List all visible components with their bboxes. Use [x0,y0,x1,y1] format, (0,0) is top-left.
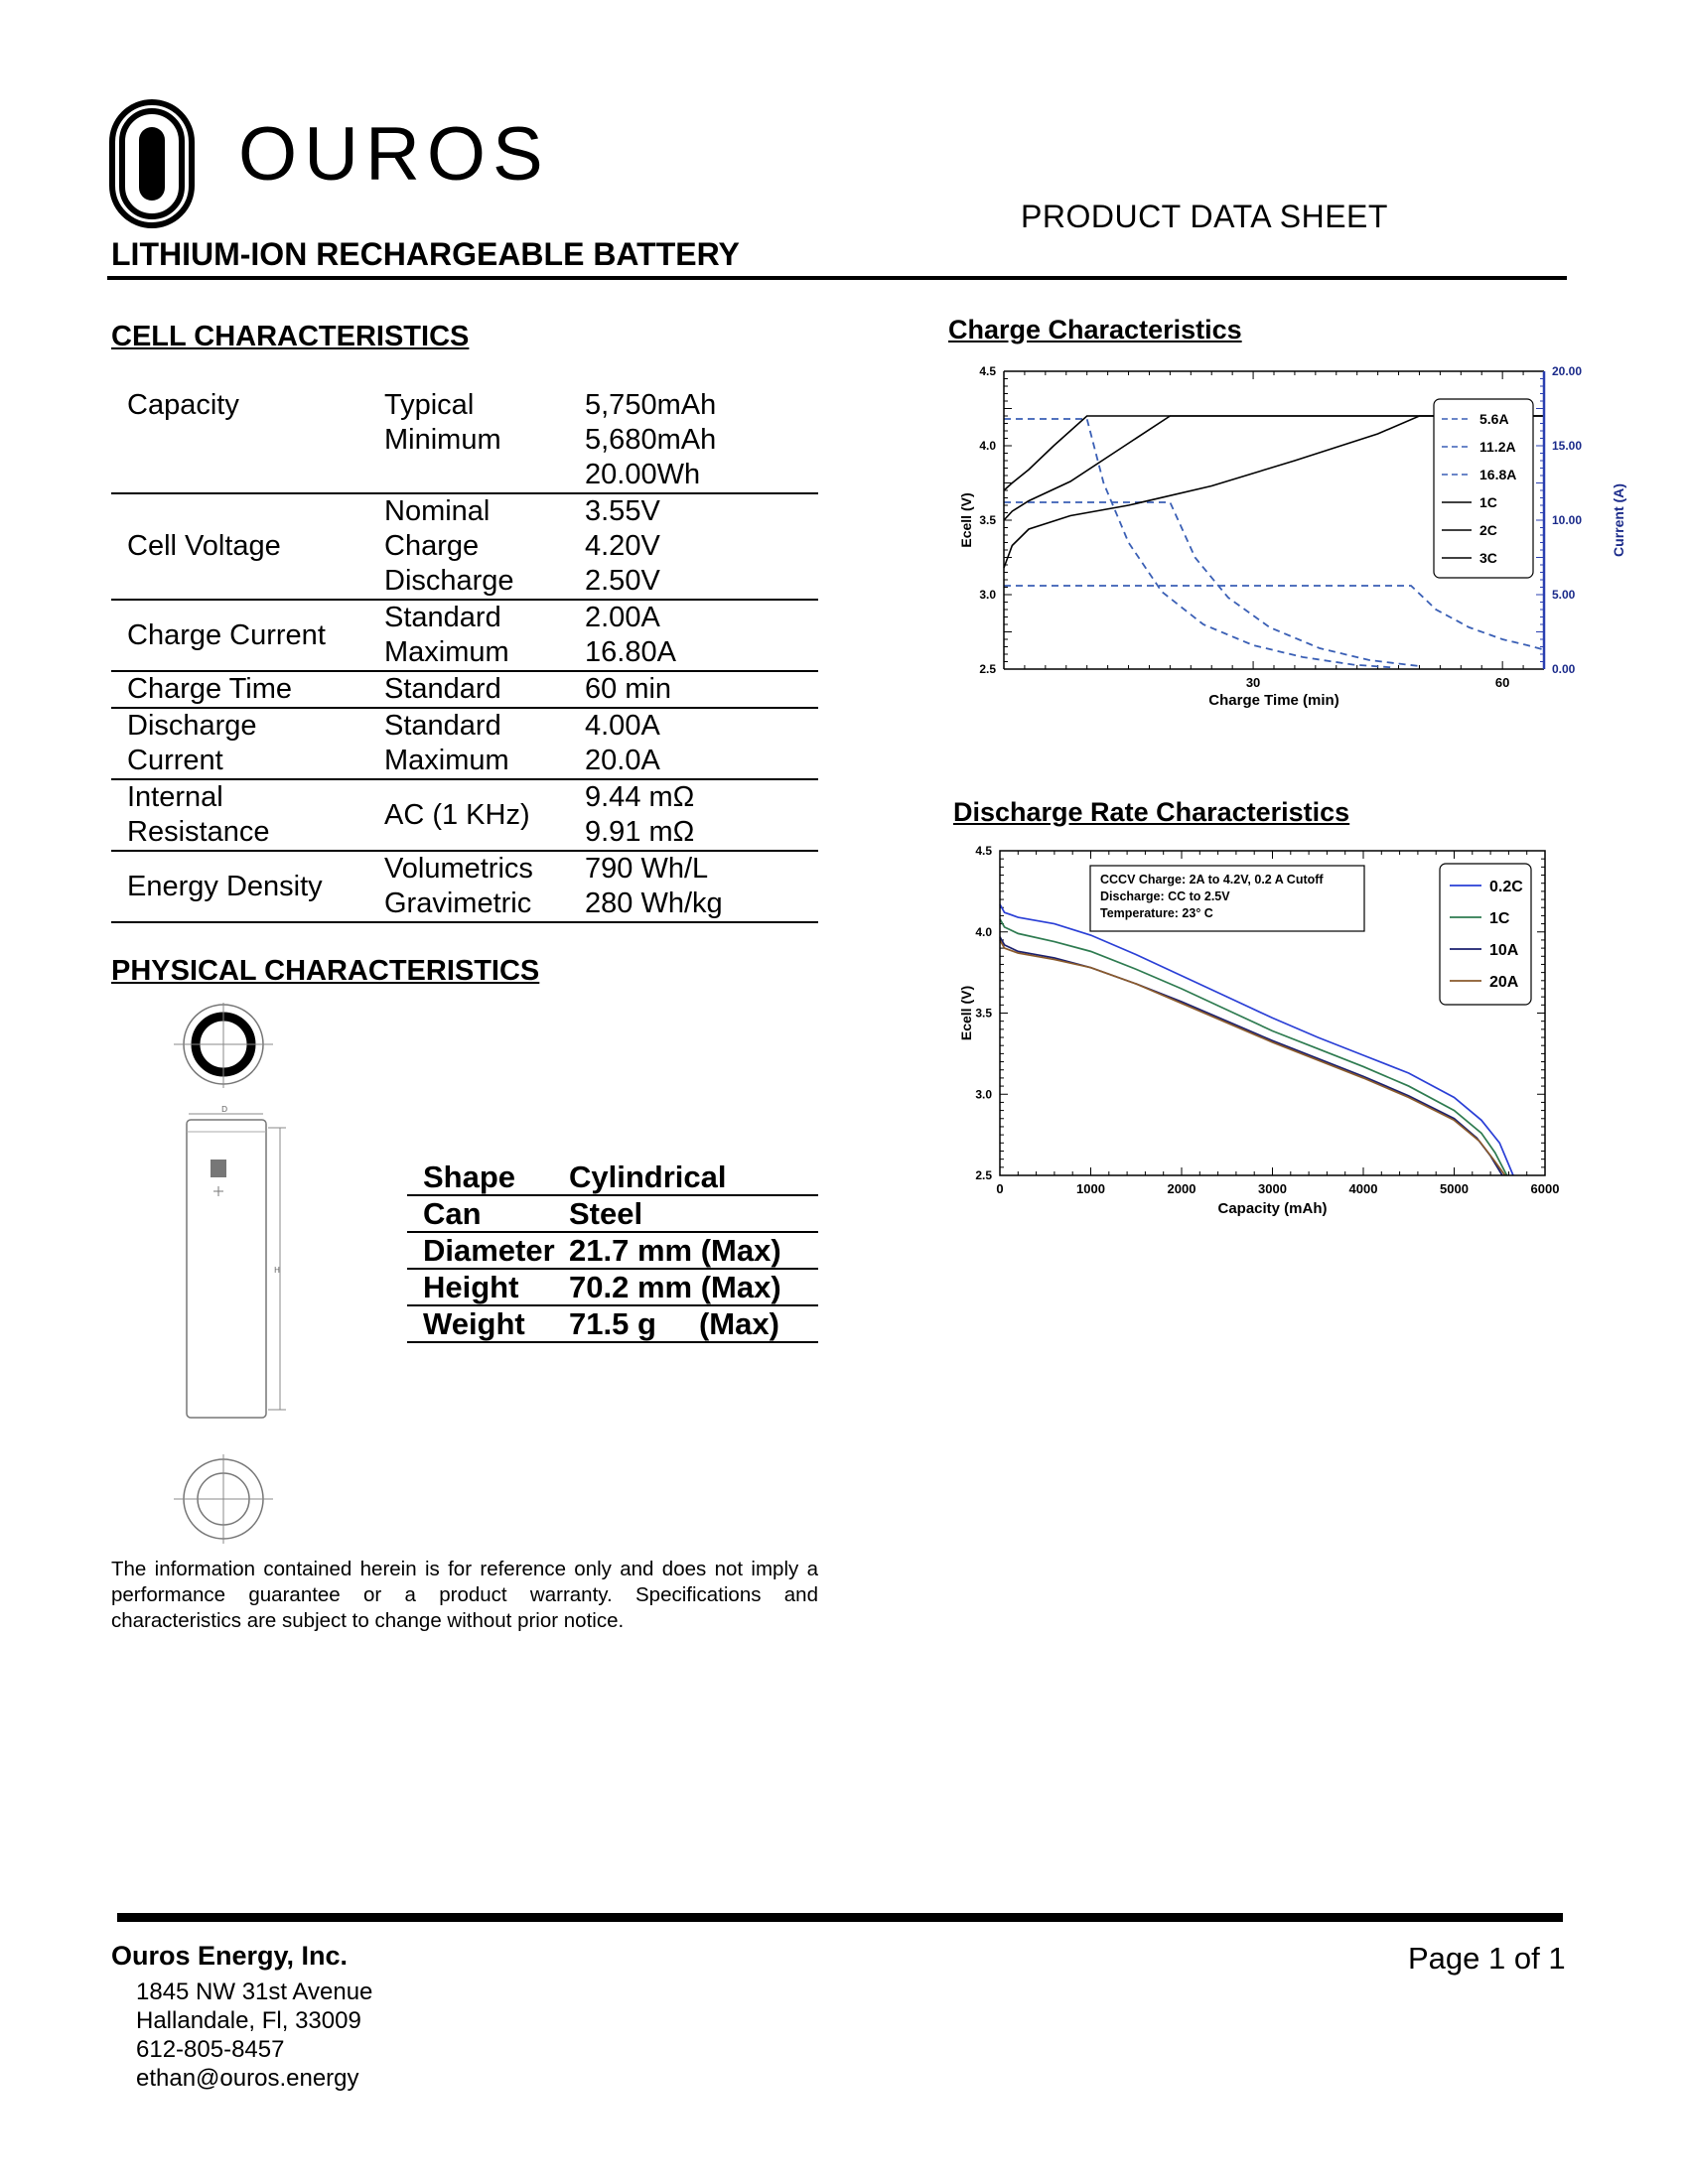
address-phone: 612-805-8457 [136,2036,285,2063]
series-line-16.8A [1004,419,1394,668]
voltage-row [111,494,818,601]
legend-label: 1C [1479,494,1497,510]
series-line-0.2C [1000,904,1513,1175]
voltage-sub-charge: Charge [384,530,480,562]
series-line-5.6A [1004,586,1544,650]
y-tick-label: 3.0 [979,588,996,602]
energy-volumetric-value: 790 Wh/L [585,853,709,885]
series-line-20A [1000,940,1505,1175]
energy-gravimetric-value: 280 Wh/kg [585,887,723,919]
voltage-label: Cell Voltage [127,530,281,562]
y2-tick-label: 20.00 [1552,364,1583,378]
capacity-label: Capacity [127,389,239,421]
resistance-sub-ac: AC (1 KHz) [384,798,530,831]
resistance-label-line2: Resistance [127,816,270,848]
drawing-label-d: D [221,1105,228,1114]
physical-row [407,1196,818,1233]
company-address [136,1978,372,2093]
cell-drawing-icon [169,1003,298,1559]
page-number: Page 1 of 1 [1408,1941,1566,1976]
legend-label: 0.2C [1489,879,1523,895]
physical-row [407,1270,818,1306]
y-axis-label: Ecell (V) [958,492,974,548]
physical-key: Diameter [423,1233,555,1268]
address-email: ethan@ouros.energy [136,2065,359,2092]
y2-axis-label: Current (A) [1611,483,1626,557]
resistance-row [111,780,818,852]
resistance-value-2: 9.91 mΩ [585,816,695,848]
physical-characteristics-table [407,1160,818,1343]
charge-time-label: Charge Time [127,673,293,705]
annotation-line: CCCV Charge: 2A to 4.2V, 0.2 A Cutoff [1100,873,1324,887]
x-axis-label: Capacity (mAh) [1217,1200,1328,1217]
header-divider [107,276,1567,280]
energy-sub-volumetric: Volumetrics [384,853,533,885]
physical-row [407,1160,818,1196]
legend-label: 11.2A [1479,439,1516,455]
cell-characteristics-heading: CELL CHARACTERISTICS [111,321,470,352]
discharge-current-standard-value: 4.00A [585,710,660,742]
x-tick-label: 60 [1494,675,1510,690]
charge-time-sub-standard: Standard [384,673,501,705]
physical-row [407,1306,818,1343]
discharge-current-label-line2: Current [127,745,223,776]
discharge-current-sub-maximum: Maximum [384,745,509,776]
physical-value: 71.5 g (Max) [569,1306,779,1341]
x-tick-label: 4000 [1348,1181,1378,1196]
disclaimer-text: The information contained herein is for reference only and does not imply a performance guarantee or a product warranty. Specifications and characteristics are subject to change without prior notice. [111,1558,818,1632]
voltage-discharge-value: 2.50V [585,565,660,597]
x-tick-label: 6000 [1530,1181,1560,1196]
x-tick-label: 30 [1245,675,1261,690]
capacity-typical-value: 5,750mAh [585,389,717,421]
document-type: PRODUCT DATA SHEET [1021,199,1388,234]
charge-current-label: Charge Current [127,618,326,651]
capacity-sub-minimum: Minimum [384,424,501,456]
series-line-11.2A [1004,502,1419,666]
document-title: LITHIUM-ION RECHARGEABLE BATTERY [111,236,740,272]
company-name: Ouros Energy, Inc. [111,1941,349,1971]
charge-current-sub-maximum: Maximum [384,636,509,668]
physical-key: Can [423,1196,482,1231]
voltage-nominal-value: 3.55V [585,495,660,527]
address-line-city: Hallandale, Fl, 33009 [136,2007,361,2034]
legend-label: 5.6A [1479,411,1509,427]
legend-label: 1C [1489,910,1510,927]
charge-current-row [111,601,818,672]
discharge-current-label-line1: Discharge [127,710,257,742]
capacity-minimum-value: 5,680mAh [585,424,717,456]
annotation-line: Discharge: CC to 2.5V [1100,889,1230,903]
physical-row [407,1233,818,1270]
resistance-value-1: 9.44 mΩ [585,781,695,813]
x-tick-label: 3000 [1258,1181,1287,1196]
charge-time-row [111,672,818,709]
legend-label: 16.8A [1479,467,1517,482]
y-tick-label: 4.0 [979,439,996,453]
drawing-label-h: H [274,1266,281,1275]
physical-characteristics-heading: PHYSICAL CHARACTERISTICS [111,955,540,987]
charge-time-value: 60 min [585,673,672,705]
y-tick-label: 4.5 [975,844,992,858]
charge-current-standard-value: 2.00A [585,602,660,633]
physical-key: Shape [423,1160,516,1194]
discharge-current-row [111,709,818,780]
charge-chart-title: Charge Characteristics [948,315,1242,344]
charge-current-maximum-value: 16.80A [585,636,676,668]
physical-value: 21.7 mm (Max) [569,1233,781,1268]
physical-value: Cylindrical [569,1160,727,1194]
discharge-current-maximum-value: 20.0A [585,745,660,776]
y-tick-label: 2.5 [979,662,996,676]
x-tick-label: 0 [996,1181,1004,1196]
legend-label: 20A [1489,974,1519,991]
discharge-rate-chart [953,844,1599,1241]
y2-tick-label: 15.00 [1552,439,1583,453]
y-tick-label: 2.5 [975,1168,992,1182]
y-tick-label: 3.5 [979,513,996,527]
brand-name: OUROS [238,112,550,197]
voltage-sub-discharge: Discharge [384,565,514,597]
capacity-energy-value: 20.00Wh [585,459,701,490]
energy-density-row [111,852,818,923]
charge-characteristics-chart [948,357,1643,735]
legend-label: 10A [1489,942,1519,959]
y-tick-label: 3.5 [975,1006,992,1021]
x-tick-label: 1000 [1076,1181,1105,1196]
logo-mark-icon [109,99,195,228]
legend-label: 3C [1479,550,1497,566]
x-tick-label: 2000 [1167,1181,1196,1196]
voltage-sub-nominal: Nominal [384,495,491,527]
series-line-1C [1000,919,1507,1175]
charge-current-sub-standard: Standard [384,602,501,633]
physical-value: Steel [569,1196,643,1231]
capacity-row [111,388,818,494]
y-axis-label: Ecell (V) [958,985,974,1041]
discharge-current-sub-standard: Standard [384,710,501,742]
physical-key: Height [423,1270,519,1304]
resistance-label-line1: Internal [127,781,223,813]
physical-value: 70.2 mm (Max) [569,1270,781,1304]
footer-divider [117,1913,1563,1922]
x-tick-label: 5000 [1440,1181,1469,1196]
energy-sub-gravimetric: Gravimetric [384,887,532,919]
address-line-street: 1845 NW 31st Avenue [136,1979,373,2005]
y-tick-label: 3.0 [975,1087,992,1102]
cell-characteristics-table [111,388,818,923]
voltage-charge-value: 4.20V [585,530,660,562]
x-axis-label: Charge Time (min) [1208,692,1339,709]
y2-tick-label: 5.00 [1552,588,1576,602]
energy-density-label: Energy Density [127,870,323,902]
capacity-sub-typical: Typical [384,389,475,421]
physical-key: Weight [423,1306,525,1341]
y-tick-label: 4.0 [975,924,992,939]
y2-tick-label: 10.00 [1552,513,1583,527]
legend-label: 2C [1479,522,1497,538]
series-line-10A [1000,937,1502,1175]
y2-tick-label: 0.00 [1552,662,1576,676]
annotation-line: Temperature: 23° C [1100,906,1213,920]
y-tick-label: 4.5 [979,364,996,378]
discharge-chart-title: Discharge Rate Characteristics [953,797,1350,827]
